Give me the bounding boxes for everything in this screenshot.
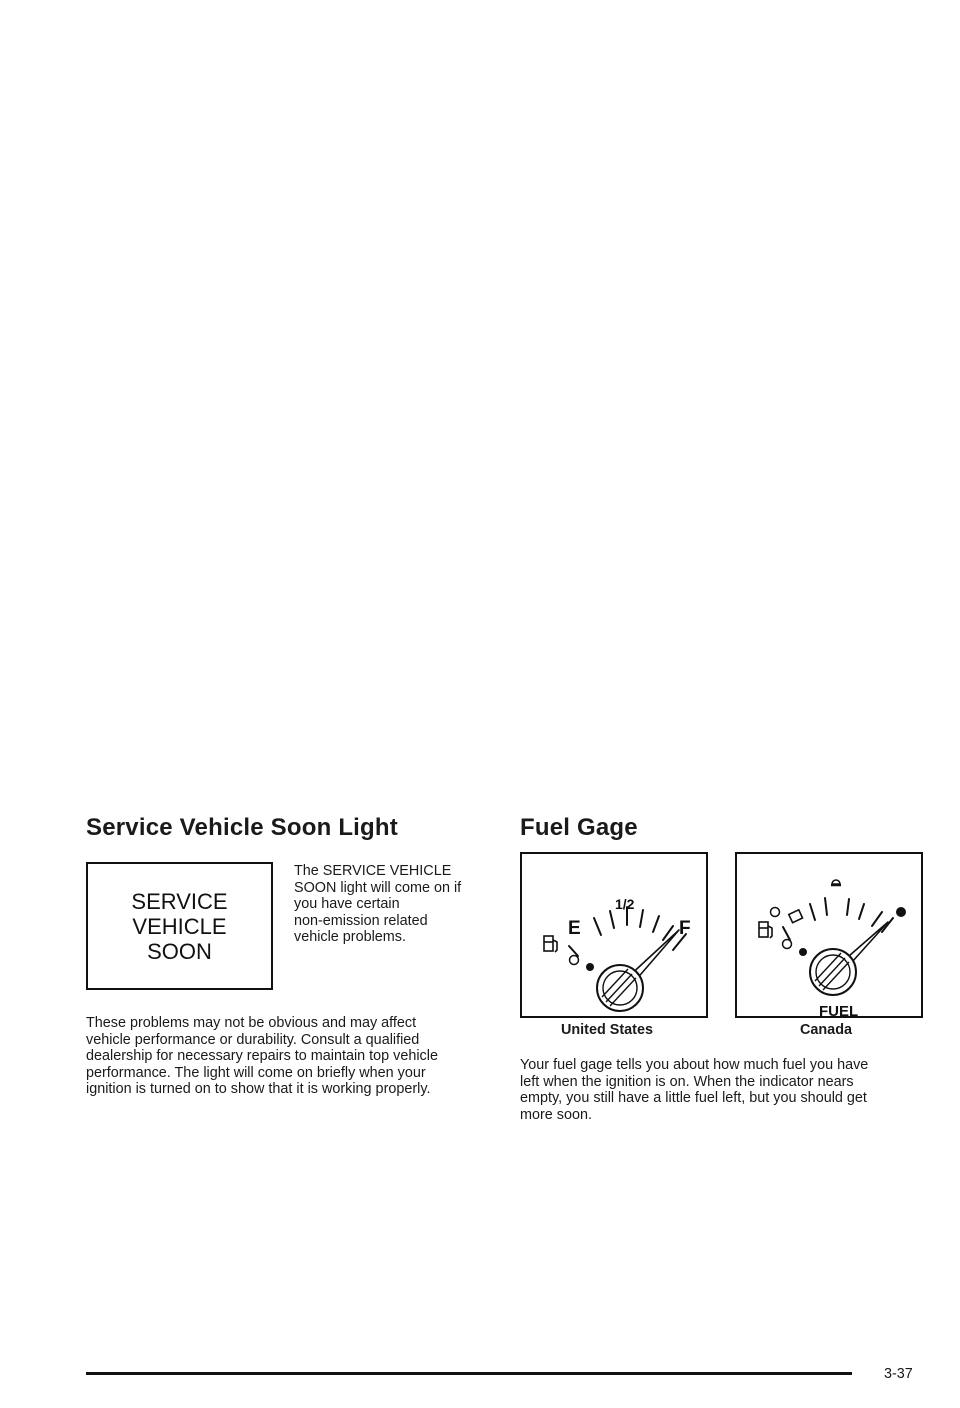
body-line: Your fuel gage tells you about how much fuel you have [520,1057,869,1073]
service-light-intro [294,863,494,946]
marker-icon [789,910,803,923]
low-fuel-lamp-icon [783,940,792,949]
intro-line: The SERVICE VEHICLE [294,863,452,879]
fuel-pump-icon [759,922,772,938]
empty-label: E [568,918,581,939]
half-label: 1/2 [615,896,635,912]
fuel-label: FUEL [819,1003,859,1016]
canada-gauge-caption: Canada [800,1022,852,1038]
gauge-knob-icon [597,965,643,1011]
body-line: dealership for necessary repairs to maintain top vehicle [86,1048,438,1064]
low-fuel-lamp-icon [570,956,579,965]
intro-line: vehicle problems. [294,929,406,945]
tick-mark [847,899,849,915]
canada-gauge-graphic [737,854,921,1016]
full-label: F [679,918,691,939]
us-fuel-gauge [520,852,708,1018]
half-marker-icon [832,880,840,884]
indicator-dot-icon [586,963,594,971]
body-line: ignition is turned on to show that it is working properly. [86,1081,431,1097]
us-gauge-graphic [522,854,706,1016]
us-gauge-caption: United States [561,1022,653,1038]
canada-fuel-gauge [735,852,923,1018]
fuel-gage-heading: Fuel Gage [520,814,638,841]
full-marker-icon [896,907,906,917]
body-line: left when the ignition is on. When the indicator nears [520,1073,854,1090]
service-light-heading: Service Vehicle Soon Light [86,814,398,841]
body-line: vehicle performance or durability. Consult a qualified [86,1031,420,1048]
intro-line: you have certain [294,896,400,912]
tick-mark [610,911,614,928]
tick-mark [859,904,864,919]
tick-mark [653,916,659,932]
indicator-line-3: SOON [147,938,212,964]
indicator-label [131,889,227,964]
indicator-line-2: VEHICLE [132,913,227,939]
indicator-dot-icon [799,948,807,956]
empty-marker-icon [771,908,780,917]
tick-mark [569,946,578,956]
service-light-body [86,1015,486,1098]
footer-rule [86,1372,852,1375]
fuel-gage-body [520,1057,930,1123]
tick-mark [594,918,601,935]
tick-mark [825,898,827,915]
gauge-knob-icon [810,949,856,995]
tick-mark [783,927,790,940]
body-line: These problems may not be obvious and may affect [86,1015,417,1031]
indicator-line-1: SERVICE [131,888,228,914]
service-vehicle-soon-indicator [86,862,273,990]
body-line: empty, you still have a little fuel left, but you should get [520,1090,867,1106]
page-number: 3-37 [884,1366,913,1382]
intro-line: SOON light will come on if [294,879,462,896]
tick-mark [810,904,815,920]
body-line: more soon. [520,1106,592,1123]
body-line: performance. The light will come on briefly when your [86,1064,426,1081]
tick-mark [872,912,882,926]
tick-mark [640,910,643,927]
fuel-pump-icon [544,936,557,952]
intro-line: non-emission related [294,912,428,929]
